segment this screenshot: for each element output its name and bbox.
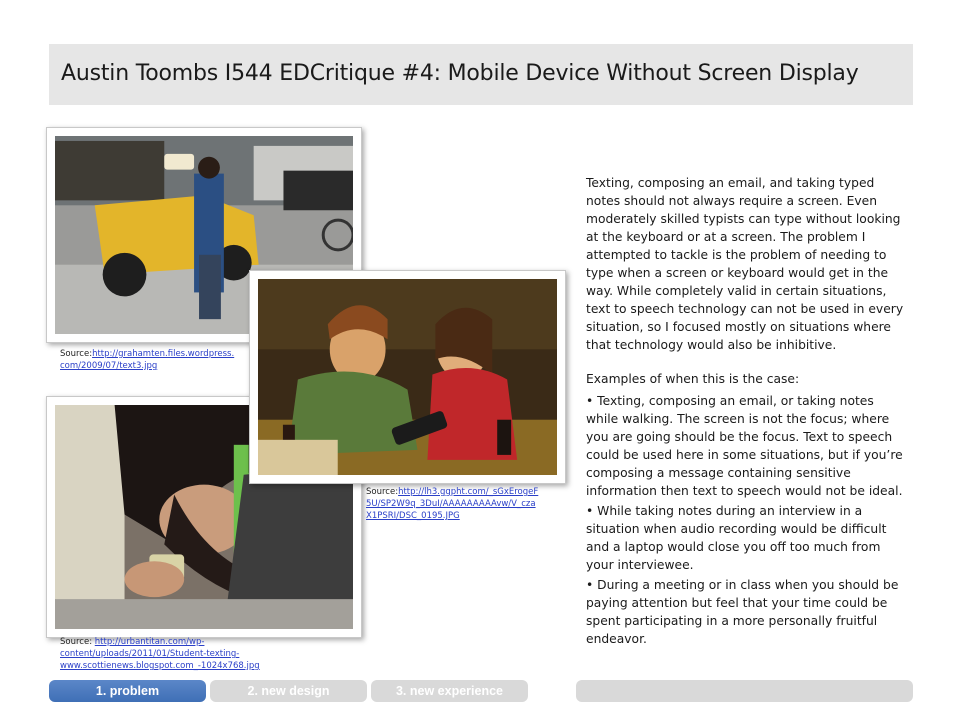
page-title: Austin Toombs I544 EDCritique #4: Mobile Device Without Screen Display xyxy=(61,61,859,86)
description-text xyxy=(586,174,904,650)
source-link-texting-cont1[interactable]: content/uploads/2011/01/Student-texting- xyxy=(60,649,240,659)
example-bullet: • While taking notes during an interview in a situation when audio recording would be difficult and a laptop would close you off too much from your interviewee. xyxy=(586,504,887,572)
caption-taxi-photo: Source:http://grahamten.files.wordpress. com/2009/07/text3.jpg xyxy=(60,349,235,371)
intro-paragraph: Texting, composing an email, and taking typed notes should not always require a screen. Even moderately skilled typists can type without looking at the keyboard or at a screen. The problem I attempted to tackle is the problem of needing to type when a screen or keyboard would get in the way. While completely valid in certain situations, text to speech technology can not be used in every situation, so I focused mostly on situations where that technology would also be inhibitive. xyxy=(586,176,904,352)
source-link-texting[interactable]: http://urbantitan.com/wp- xyxy=(94,637,205,647)
tab-problem[interactable]: 1. problem xyxy=(49,680,206,702)
tab-bar-filler xyxy=(576,680,913,702)
example-bullet: • Texting, composing an email, or taking notes while walking. The screen is not the focus; where you are going should be the focus. Text to speech could be used here in some situations, but if you’re composing a message containing sensitive information then text to speech would not be ideal. xyxy=(586,394,903,498)
source-link-taxi[interactable]: http://grahamten.files.wordpress. xyxy=(92,349,235,359)
examples-heading: Examples of when this is the case: xyxy=(586,372,800,386)
title-bar xyxy=(49,44,913,105)
caption-women-photo: Source:http://lh3.ggpht.com/_sGxErogeF 5U/SP2W9q_3DuI/AAAAAAAAAvw/V_cza X1PSRI/DSC_0195.JPG xyxy=(366,487,539,521)
source-link-texting-cont2[interactable]: www.scottienews.blogspot.com_-1024x768.jpg xyxy=(60,661,260,671)
photo-women-phone xyxy=(249,270,566,484)
source-link-taxi-cont[interactable]: com/2009/07/text3.jpg xyxy=(60,361,158,371)
tab-new-experience[interactable]: 3. new experience xyxy=(371,680,528,702)
source-link-women-cont2[interactable]: X1PSRI/DSC_0195.JPG xyxy=(366,511,460,521)
example-bullet: • During a meeting or in class when you should be paying attention but feel that your time could be spent participating in a more personally fruitful endeavor. xyxy=(586,578,899,646)
tab-new-design[interactable]: 2. new design xyxy=(210,680,367,702)
source-link-women-cont1[interactable]: 5U/SP2W9q_3DuI/AAAAAAAAAvw/V_cza xyxy=(366,499,536,509)
caption-texting-photo: Source: http://urbantitan.com/wp- content/uploads/2011/01/Student-texting- www.scottienews.blogspot.com_-1024x768.jpg xyxy=(60,637,260,671)
source-link-women[interactable]: http://lh3.ggpht.com/_sGxErogeF xyxy=(398,487,539,497)
